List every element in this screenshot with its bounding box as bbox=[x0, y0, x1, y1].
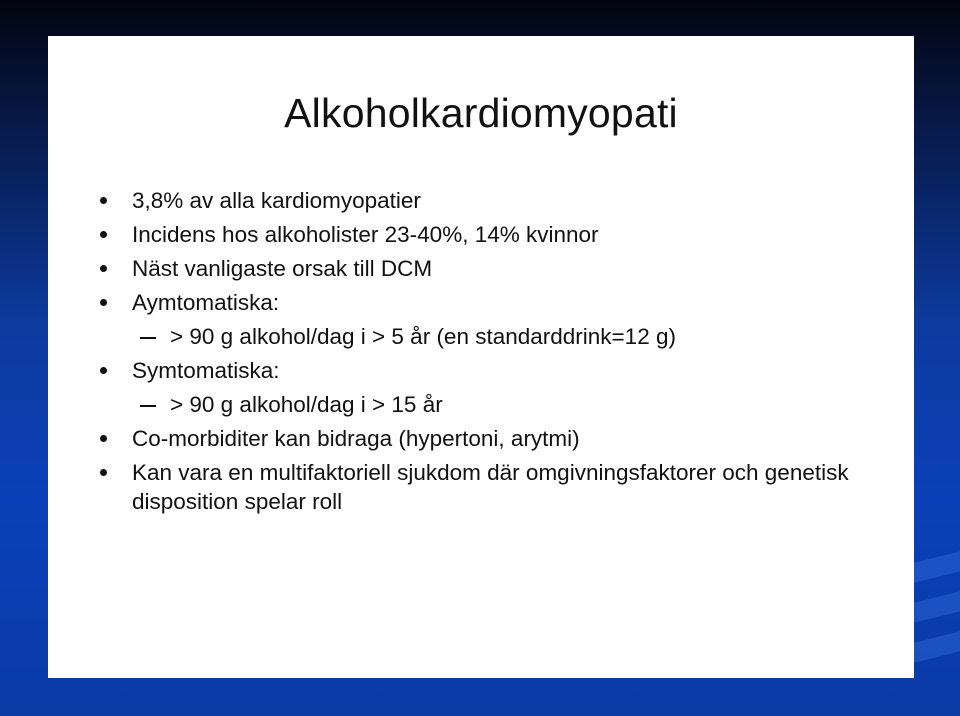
bullet-list bbox=[100, 186, 880, 521]
bullet-item bbox=[100, 186, 880, 215]
bullet-item bbox=[100, 356, 880, 385]
bullet-text: Incidens hos alkoholister 23-40%, 14% kvinnor bbox=[132, 222, 599, 247]
bullet-dot-icon bbox=[100, 231, 107, 238]
sub-bullet-item bbox=[100, 322, 880, 351]
bullet-text: Co-morbiditer kan bidraga (hypertoni, arytmi) bbox=[132, 426, 580, 451]
slide-content bbox=[48, 36, 914, 678]
bullet-text: Aymtomatiska: bbox=[132, 290, 280, 315]
bullet-dot-icon bbox=[100, 367, 107, 374]
bullet-dot-icon bbox=[100, 265, 107, 272]
bullet-item bbox=[100, 254, 880, 283]
bullet-dot-icon bbox=[100, 299, 107, 306]
bullet-dot-icon bbox=[100, 197, 107, 204]
dash-icon bbox=[140, 405, 156, 407]
bullet-dot-icon bbox=[100, 435, 107, 442]
dash-icon bbox=[140, 337, 156, 339]
sub-bullet-text: > 90 g alkohol/dag i > 5 år (en standarddrink=12 g) bbox=[170, 324, 676, 349]
bullet-text: Kan vara en multifaktoriell sjukdom där omgivningsfaktorer och genetisk disposition spelar roll bbox=[132, 460, 849, 514]
bullet-item bbox=[100, 424, 880, 453]
bullet-text: 3,8% av alla kardiomyopatier bbox=[132, 188, 421, 213]
bullet-item bbox=[100, 220, 880, 249]
bullet-item bbox=[100, 288, 880, 317]
bullet-dot-icon bbox=[100, 469, 107, 476]
bullet-item bbox=[100, 458, 880, 516]
slide-title: Alkoholkardiomyopati bbox=[284, 90, 678, 136]
bullet-text: Symtomatiska: bbox=[132, 358, 280, 383]
bullet-text: Näst vanligaste orsak till DCM bbox=[132, 256, 433, 281]
sub-bullet-item bbox=[100, 390, 880, 419]
sub-bullet-text: > 90 g alkohol/dag i > 15 år bbox=[170, 392, 443, 417]
